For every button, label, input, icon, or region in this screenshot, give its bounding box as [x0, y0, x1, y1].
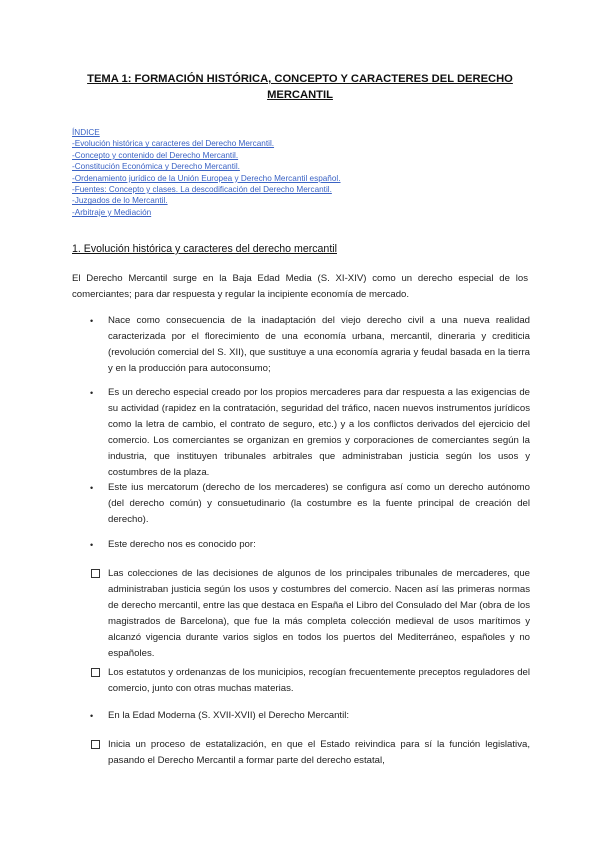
table-of-contents	[72, 127, 542, 218]
list-item	[90, 313, 530, 377]
list-item	[90, 566, 530, 662]
toc-heading[interactable]: ÍNDICE	[72, 128, 100, 137]
list-item-text: Inicia un proceso de estatalización, en que el Estado reivindica para sí la función legislativa, pasando el Derecho Mercantil a formar parte del derecho estatal,	[108, 739, 530, 766]
list-item-text: Las colecciones de las decisiones de algunos de los principales tribunales de mercaderes, que administraban justicia según los usos y costumbres del comercio. Nacen así las primeras normas de derecho mercantil, entre las que destaca en España el Libro del Consulado del Mar (obra de los magistrados de Barcelona), que fue la más completa colección medieval de usos marítimos y alcanzó vigencia durante varios siglos en todos los puertos del Mediterráneo, españoles y no españoles.	[108, 568, 530, 659]
checkbox-icon[interactable]	[91, 740, 100, 749]
list-item-text: En la Edad Moderna (S. XVII-XVII) el Derecho Mercantil:	[108, 710, 350, 721]
page-title: TEMA 1: FORMACIÓN HISTÓRICA, CONCEPTO Y CARACTERES DEL DERECHO MERCANTIL	[87, 73, 513, 101]
list-item	[90, 737, 530, 769]
list-item-text: Este ius mercatorum (derecho de los mercaderes) se configura así como un derecho autónomo (del derecho común) y consuetudinario (la costumbre es la fuente principal de creación del derecho).	[108, 482, 530, 525]
bullet-icon: •	[90, 711, 94, 721]
section-heading: 1. Evolución histórica y caracteres del derecho mercantil	[72, 243, 337, 255]
toc-link-concepto[interactable]: -Concepto y contenido del Derecho Mercantil.	[72, 150, 239, 160]
toc-link-fuentes[interactable]: -Fuentes: Concepto y clases. La descodificación del Derecho Mercantil.	[72, 185, 332, 195]
bullet-icon: •	[90, 483, 94, 493]
list-item	[90, 665, 530, 697]
toc-link-constitucion[interactable]: -Constitución Económica y Derecho Mercantil.	[72, 162, 240, 172]
list-item	[90, 537, 530, 553]
toc-link-arbitraje[interactable]: -Arbitraje y Mediación	[72, 207, 152, 217]
checkbox-icon[interactable]	[91, 569, 100, 578]
bullet-icon: •	[90, 540, 94, 550]
list-item-text: Es un derecho especial creado por los propios mercaderes para dar respuesta a las exigencias de su actividad (rapidez en la contratación, seguridad del tráfico, nacen nuevos instrumentos jurídicos como la letra de cambio, el contrato de seguro, etc.) y a los conflictos derivados del ejercicio del comercio. Los comerciantes se organizan en gremios y corporaciones de comerciantes según la industria, que instituyen tribunales arbitrales que administraban justicia según los usos y costumbres de la plaza.	[108, 387, 530, 478]
list-item	[90, 385, 530, 481]
list-item-text: Los estatutos y ordenanzas de los municipios, recogían frecuentemente preceptos reguladores del comercio, junto con otras muchas materias.	[108, 667, 530, 694]
toc-link-ordenamiento[interactable]: -Ordenamiento jurídico de la Unión Europea y Derecho Mercantil español.	[72, 173, 341, 183]
toc-link-juzgados[interactable]: -Juzgados de lo Mercantil.	[72, 196, 168, 206]
list-item	[90, 480, 530, 528]
intro-paragraph: El Derecho Mercantil surge en la Baja Edad Media (S. XI-XIV) como un derecho especial de los comerciantes; para dar respuesta y regular la incipiente economía de mercado.	[72, 273, 528, 300]
toc-link-evolucion[interactable]: -Evolución histórica y caracteres del Derecho Mercantil.	[72, 139, 275, 149]
bullet-icon: •	[90, 316, 94, 326]
list-item-text: Nace como consecuencia de la inadaptación del viejo derecho civil a una nueva realidad caracterizada por el florecimiento de una economía urbana, mercantil, dineraria y crediticia (revolución comercial del S. XII), que sustituye a una economía agraria y feudal basada en la tierra y en la producción para autoconsumo;	[108, 315, 530, 374]
list-item-text: Este derecho nos es conocido por:	[108, 539, 256, 550]
checkbox-icon[interactable]	[91, 668, 100, 677]
list-item	[90, 708, 530, 724]
bullet-icon: •	[90, 388, 94, 398]
